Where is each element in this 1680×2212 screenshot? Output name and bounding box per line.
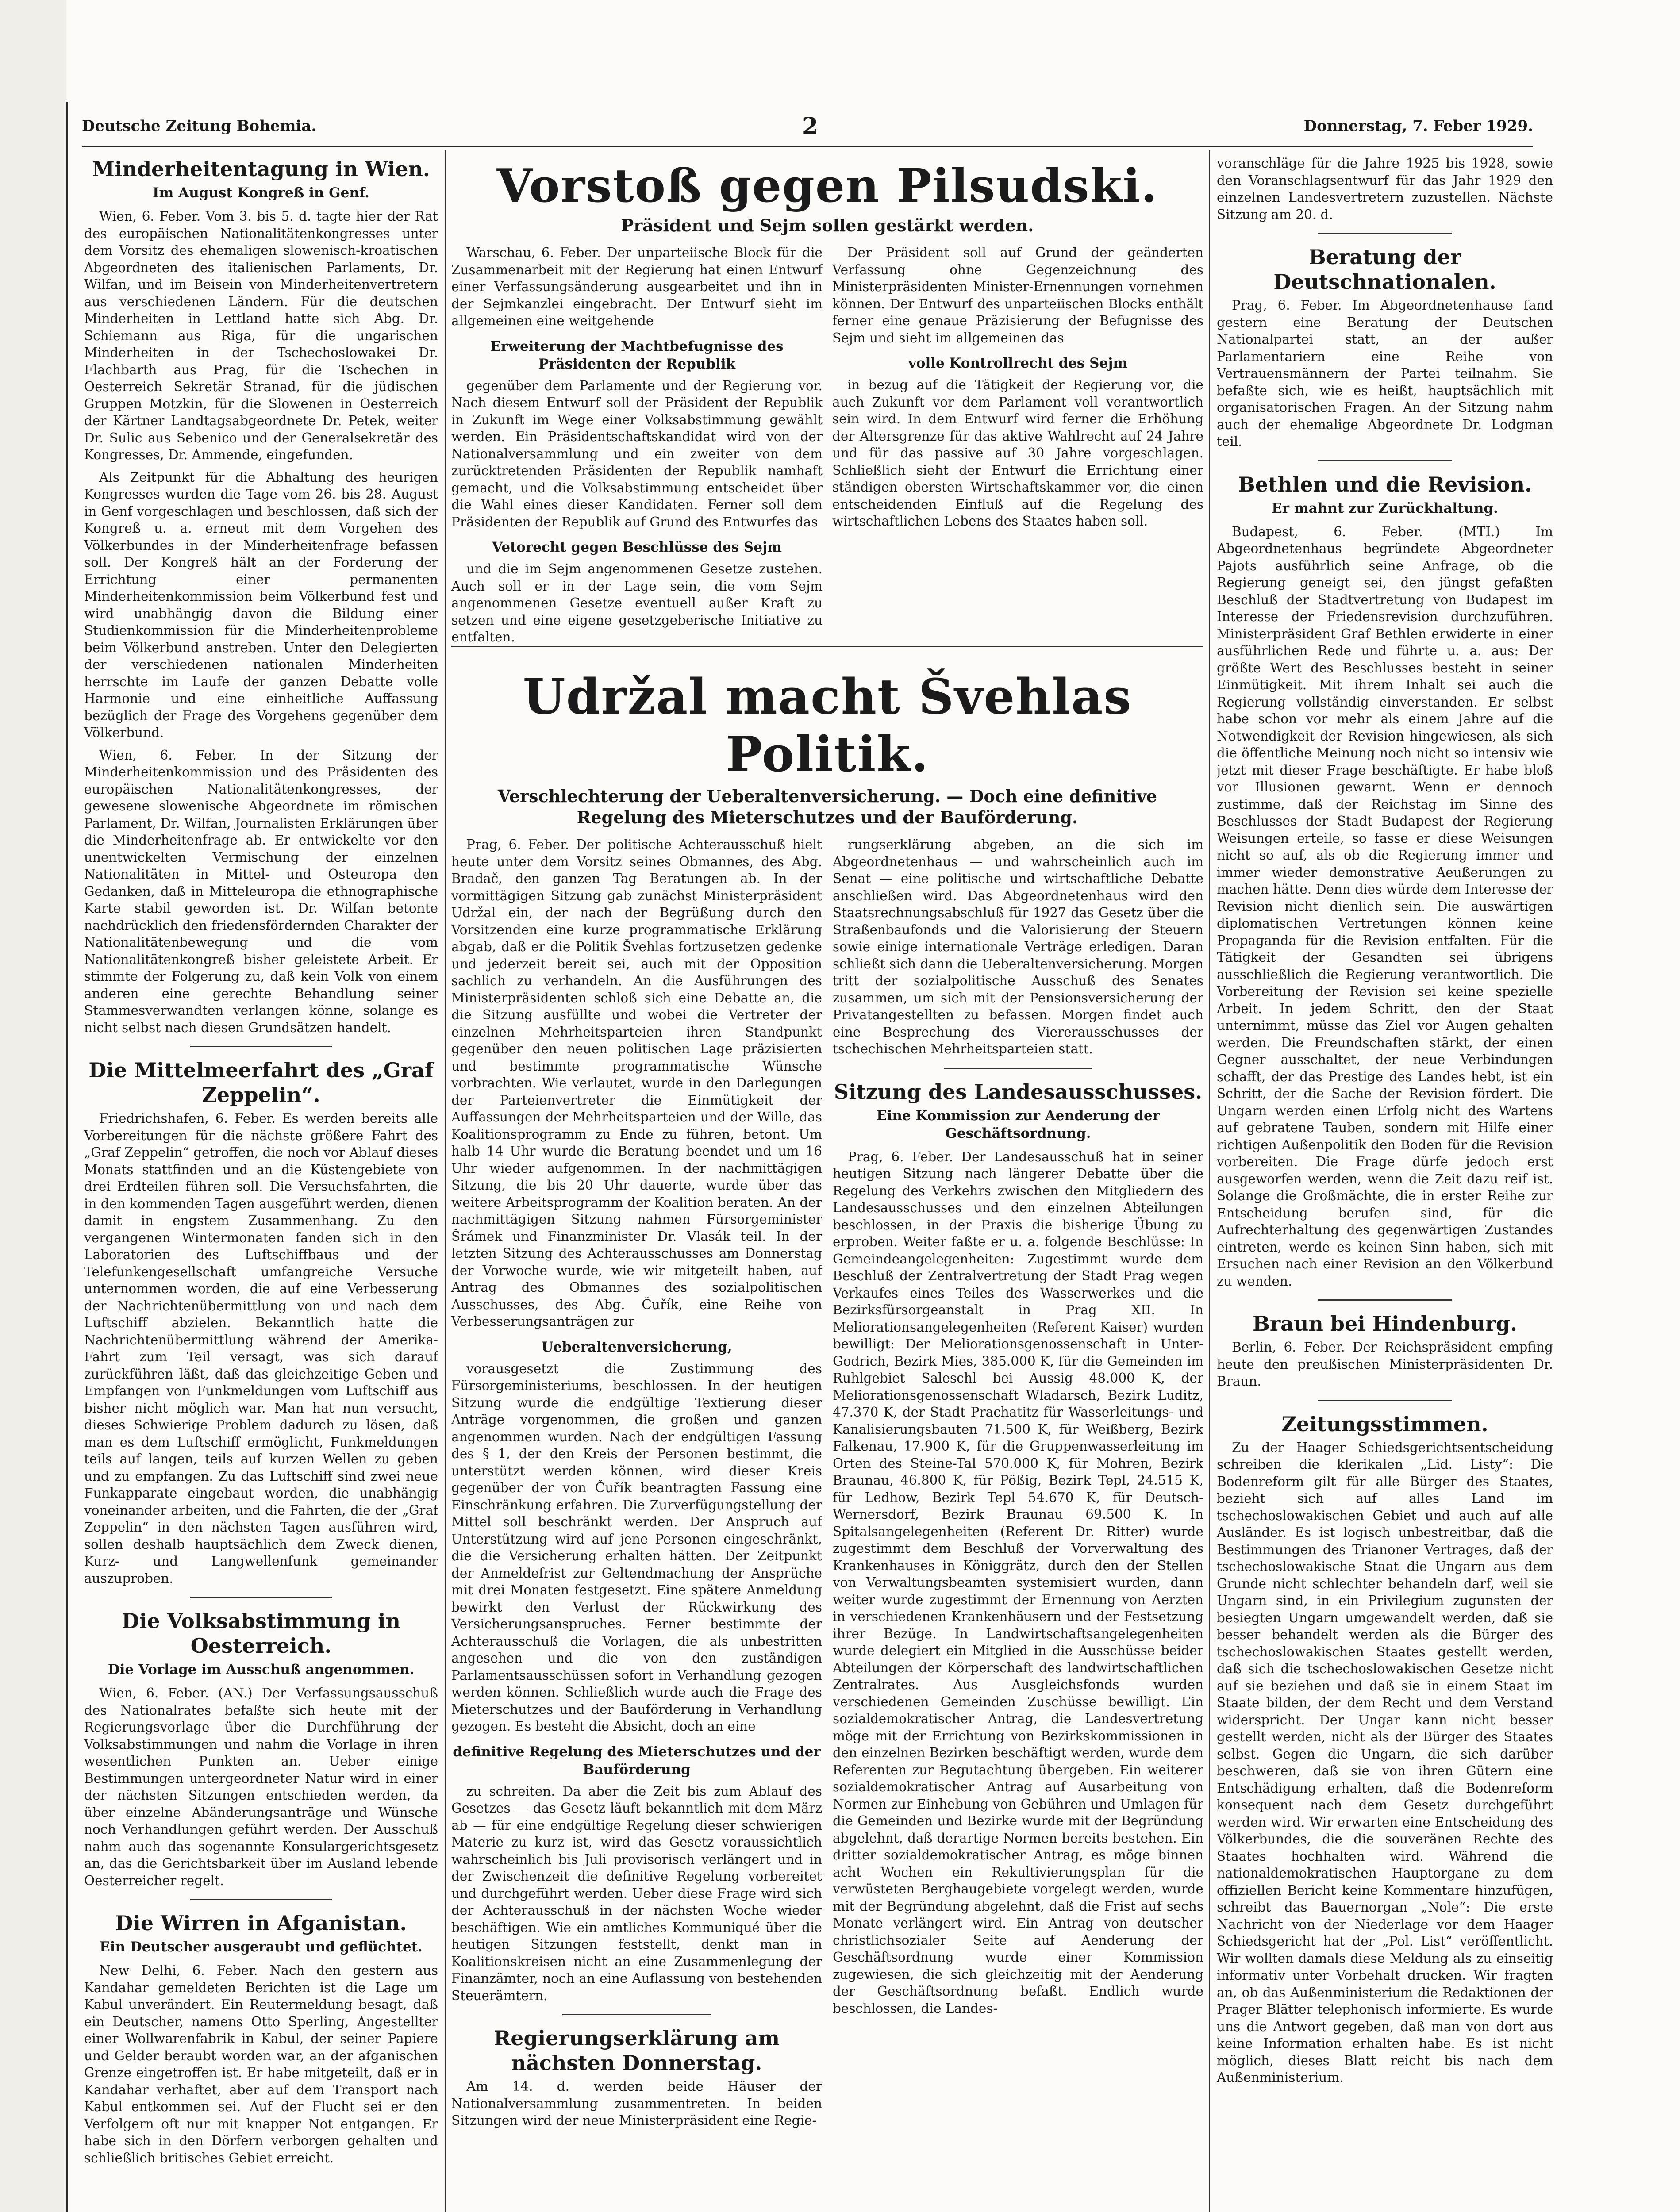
divider bbox=[1318, 1400, 1452, 1401]
article-paragraph: voranschläge für die Jahre 1925 bis 1928, sowie den Voranschlagsentwurf für das Jahr 1929 den einzelnen Landesvertretern zuzustellen. Nächste Sitzung am 20. d. bbox=[1217, 156, 1553, 222]
article-paragraph: New Delhi, 6. Feber. Nach den gestern aus Kandahar gemeldeten Berichten ist die Lage um Kabul unverändert. Ein Reutermeldung besagt, daß ein Deutscher, namens Otto Sperling, Angestellter einer Wollwarenfabrik in Kabul, der seiner Papiere und Gelder beraubt worden war, an der afganischen Grenze eingetroffen ist. Er habe mitgeteilt, daß er in Kandahar verhaftet, aber auf dem Transport nach Kabul entkommen sei. Auf der Flucht sei er den Verfolgern oft nur mit knapper Not entgangen. Er habe sich in den Dörfern verborgen gehalten und schließlich britisches Gebiet erreicht. bbox=[84, 1963, 438, 2166]
article-paragraph: Wien, 6. Feber. (AN.) Der Verfassungsausschuß des Nationalrates befaßte sich heute mit der Regierungsvorlage über die Durchführung der Volksabstimmungen und nahm die Vorlage in ihren wesentlichen Punkten an. Ueber einige Bestimmungen untergeordneter Natur wird in einer der nächsten Sitzungen entschieden werden, da über einzelne Abänderungsanträge und Wünsche noch Verhandlungen geführt werden. Der Ausschuß nahm auch das sogenannte Konsulargerichtsgesetz an, das die Gerichtsbarkeit über im Ausland lebende Oesterreicher regelt. bbox=[84, 1686, 438, 1888]
article-paragraph: Wien, 6. Feber. In der Sitzung der Minderheitenkommission und des Präsidenten des europäischen Nationalitätenkongresses, der gewesene slowenische Abgeordnete im römischen Parlament, Dr. Wilfan, Journalisten Erklärungen über die Minderheitenfrage ab. Er entwickelte vor den unentwickelten Vermischung der einzelnen Nationalitäten in Mittel- und Osteuropa den Gedanken, daß in Mitteleuropa die ethnographische Karte stabil geworden ist. Dr. Wilfan betonte nachdrücklich den friedensfördernden Charakter der Nationalitätenbewegung und die vom Nationalitätenkongreß bisher geleistete Arbeit. Er stimmte der Folgerung zu, daß kein Volk von einem anderen eine gerechte Behandlung seiner Stammesverwandten verlangen könne, solange es nicht selbst nach diesen Grundsätzen handelt. bbox=[84, 747, 438, 1035]
article-paragraph: rungserklärung abgeben, an die sich im Abgeordnetenhaus — und wahrscheinlich auch im Senat — eine politische und wirtschaftliche Debatte anschließen wird. Das Abgeordnetenhaus wird den Staatsrechnungsabschluß für 1927 das Gesetz über die Straßenbaufonds und die Valorisierung der Steuern sowie einige internationale Verträge erledigen. Daran schließt sich dann die Ueberaltenversicherung. Morgen tritt der sozialpolitische Ausschuß des Senates zusammen, um sich mit der Pensionsversicherung der Privatangestellten zu befassen. Morgen findet auch eine Besprechung des Viererausschusses der tschechischen Mehrheitsparteien statt. bbox=[833, 837, 1203, 1056]
section-heading: Ueberaltenversicherung, bbox=[541, 1339, 732, 1355]
article-title: Zeitungsstimmen. bbox=[1281, 1412, 1488, 1436]
article-subtitle: Die Vorlage im Ausschuß angenommen. bbox=[108, 1662, 415, 1678]
article-paragraph: Berlin, 6. Feber. Der Reichspräsident empfing heute den preußischen Ministerpräsidenten Dr. Braun. bbox=[1217, 1340, 1553, 1389]
divider bbox=[190, 1899, 332, 1900]
section-heading: definitive Regelung des Mieterschutzes und der Bauförderung bbox=[453, 1743, 821, 1778]
divider bbox=[1318, 460, 1452, 461]
text-column bbox=[451, 244, 823, 651]
top-story bbox=[451, 155, 1203, 645]
divider bbox=[1318, 233, 1452, 234]
article-paragraph: Prag, 6. Feber. Im Abgeordnetenhause fand gestern eine Beratung der Deutschen Nationalpartei statt, an der außer Parlamentariern eine Reihe von Vertrauensmännern der Partei teilnahm. Sie befaßte sich, wie es heißt, hauptsächlich mit organisatorischen Fragen. An der Sitzung nahm auch der ehemalige Abgeordnete Dr. Lodgman teil. bbox=[1217, 298, 1553, 449]
divider bbox=[944, 1068, 1092, 1069]
article-paragraph: gegenüber dem Parlamente und der Regierung vor. Nach diesem Entwurf soll der Präsident der Republik in Zukunft im Wege einer Volksabstimmung gewählt werden. Ein Präsidentschaftskandidat wird von der Nationalversammlung und ein zweiter von dem zurücktretenden Präsidenten der Republik namhaft gemacht, und die Volksabstimmung entscheidet über die Wahl eines dieser Kandidaten. Ferner soll dem Präsidenten der Republik auf Grund des Entwurfes das bbox=[451, 378, 823, 530]
article-paragraph: Prag, 6. Feber. Der Landesausschuß hat in seiner heutigen Sitzung nach längerer Debatte über die Regelung des Verkehrs zwischen den Mitgliedern des Landesausschusses und den einzelnen Abteilungen beschlossen, in der Praxis die bisherige Übung zu erproben. Weiter faßte er u. a. folgende Beschlüsse: In Gemeindeangelegenheiten: Zugestimmt wurde dem Beschluß der Zentralvertretung der Stadt Prag wegen Verkaufes eines Teiles des Wasserwerkes und die Bezirksfürsorgeanstalt in Prag XII. In Meliorationsangelegenheiten (Referent Kaiser) wurden bewilligt: Der Meliorationsgenossenschaft in Unter-Godrich, Bezirk Mies, 385.000 K, für die Gemeinden im Ruhlgebiet Saleschl bei Aussig 48.000 K, der Meliorationsgenossenschaft Wladarsch, Bezirk Luditz, 47.370 K, der Stadt Prachatitz für Wasserleitungs- und Kanalisierungsbauten 71.500 K, für Weißberg, Bezirk Falkenau, 17.900 K, für die Gruppenwasserleitung im Orten des Steine-Tal 570.000 K, für Mohren, Bezirk Braunau, 46.800 K, für Pößig, Bezirk Tepl, 24.515 K, für Ledhow, Bezirk Tepl 54.670 K, für Deutsch-Wernersdorf, Bezirk Braunau 69.500 K. In Spitalsangelegenheiten (Referent Dr. Ritter) wurde zugestimmt dem Beschluß der Vorverwaltung des Krankenhauses in Königgrätz, durch den der Stellen von Verwaltungsbeamten systemisiert wurden, dann weiter wurde zugestimmt der Ernennung von Aerzten in verschiedenen Krankenhäusern und der Festsetzung ihrer Bezüge. In Landwirtschaftsangelegenheiten wurde delegiert ein Mitglied in die Ausschüsse beider Abteilungen der Körperschaft des landwirtschaftlichen Zentralrates. Aus Ausgleichsfonds wurden verschiedenen Gemeinden Zuschüsse bewilligt. Ein sozialdemokratischer Antrag, die Landesvertretung möge mit der Errichtung von Bezirkskommissionen in den einzelnen Bezirken beschäftigt werden, wurde dem Referenten zur Begutachtung übergeben. Ein weiterer sozialdemokratischer Antrag auf Ausarbeitung von Normen zur Einhebung von Gebühren und Umlagen für die Gemeinden und Bezirke wurde mit der Begründung abgelehnt, daß derartige Normen bereits bestehen. Ein dritter sozialdemokratischer Antrag, es möge binnen acht Wochen ein Rekultivierungsplan für die verwüsteten Berghaugebiete vorgelegt werden, wurde mit der Begründung abgelehnt, daß die Frist auf sechs Monate verlängert wird. Ein Antrag von deutscher christlichsozialer Seite auf Aenderung der Geschäftsordnung wurde einer Kommission zugewiesen, die sich gleichzeitig mit der Aenderung der Geschäftsordnung befaßt. Endlich wurde beschlossen, die Landes- bbox=[833, 1149, 1203, 2016]
article-title: Minderheitentagung in Wien. bbox=[92, 157, 430, 181]
divider bbox=[1318, 1299, 1452, 1301]
article-paragraph: Zu der Haager Schiedsgerichtsentscheidung schreiben die klerikalen „Lid. Listy“: Die Bodenreform gilt für alle Bürger des Staates, bezieht sich auf alles Land im tschechoslowakischen Gebiet und auch auf alle Ausländer. Es ist logisch unbestreitbar, daß die Bestimmungen des Trianoner Vertrages, daß der tschechoslowakische Staat die Ungarn aus dem Grunde nicht schlechter behandeln darf, weil sie Ungarn sind, in ein Privilegium zugunsten der besiegten Ungarn umgewandelt werden, daß sie besser behandelt werden als die Bürger des tschechoslowakischen Staates gestellt werden, daß sich die tschechoslowakischen Gesetze nicht auf sie beziehen und daß sie in einem Staat im Staate bilden, der dem Recht und dem Verstand widerspricht. Der Ungar kann nicht besser gestellt werden, nicht als der Bürger des Staates selbst. Gegen die Ungarn, die sich darüber beschweren, daß sie von ihren Gütern eine Entschädigung erhalten, daß die Bodenreform konsequent nach dem Gesetz durchgeführt werden wird. Wir erwarten eine Entscheidung des Völkerbundes, die die souveränen Rechte des Staates hochhalten wird. Während die nationaldemokratischen Hauptorgane zu dem offiziellen Bericht keine Kommentare hinzufügen, schreibt das Bauernorgan „Nole“: Die erste Nachricht von der Niederlage vor dem Haager Schiedsgericht hat der „Pol. List“ veröffentlicht. Wir wollten damals diese Meldung als zu einseitig informativ unter Vorbehalt drucken. Wir fragten an, ob das Außenministerium die Redaktionen der Prager Blätter telephonisch informierte. Es wurde uns die Antwort gegeben, daß man von dort aus keine Information erhalten habe. Es ist nicht möglich, dieses Blatt reicht bis nach dem Außenministerium. bbox=[1217, 1440, 1553, 2085]
article-paragraph: Budapest, 6. Feber. (MTI.) Im Abgeordnetenhaus begründete Abgeordneter Pajots ausführlich seine Anfrage, ob die Regierung geneigt sei, den jüngst gefaßten Beschluß der Stadtvertretung von Budapest im Interesse der Friedensrevision durchzuführen. Ministerpräsident Graf Bethlen erwiderte in einer ausführlichen Rede und führte u. a. aus: Der größte Wert des Beschlusses besteht in seiner Einmütigkeit. Mit ihrem Inhalt sei auch die Regierung vollständig einverstanden. Er selbst habe schon vor mehr als einem Jahre auf die Notwendigkeit der Revision hingewiesen, als sich die öffentliche Meinung noch nicht so intensiv wie jetzt mit dieser Frage beschäftigte. Er habe bloß vor Illusionen gewarnt. Wenn er dennoch zustimme, daß der Reichstag im Sinne des Beschlusses der Stadt Budapest der Regierung Weisungen erteile, so fasse er diese Weisungen nicht so auf, als ob die Regierung immer und immer wieder demonstrative Aeußerungen zu machen hätte. Denn dies würde dem Interesse der Revision nicht dienlich sein. Die auswärtigen diplomatischen Vertretungen können keine Propaganda für die Revision entfalten. Für die Tätigkeit der Gesandten sei übrigens ausschließlich die Regierung verantwortlich. Die Vorbereitung der Revision sei keine spezielle Arbeit. In jedem Schritt, den der Staat unternimmt, müsse das Ziel vor Augen gehalten werden. Die Freundschaften stärkt, der einen Gegner ausschaltet, der neue Verbindungen schafft, der das Prestige des Landes hebt, ist ein Schritt, der die Sache der Revision fördert. Die Ungarn werden einen Erfolg nicht des Wartens auf gebratene Tauben, sondern mit Hilfe einer richtigen Außenpolitik den Boden für die Revision vorbereiten. Die Frage dürfe jedoch erst ausgeworfen werden, wenn die Zeit dazu reif ist. Solange die Großmächte, die in erster Reihe zur Entscheidung berufen sind, für die Aufrechterhaltung des gegenwärtigen Zustandes eintreten, werde es keinen Sinn haben, sich mit Ersuchen nach einer Revision an den Völkerbund zu wenden. bbox=[1217, 524, 1553, 1289]
article-paragraph: vorausgesetzt die Zustimmung des Fürsorgeministeriums, beschlossen. In der heutigen Sitzung wurde die endgültige Textierung dieser Anträge vorgenommen, die großen und ganzen angenommen wurden. Nach der endgültigen Fassung des § 1, der den Kreis der Personen bestimmt, die unterstützt werden können, wird dieser Kreis gegenüber der von Čuřík beantragten Fassung eine Einschränkung erfahren. Die Zurverfügungstellung der Mittel soll beschränkt werden. Der Anspruch auf Unterstützung wird auf jene Personen eingeschränkt, die die Versicherung erhalten hätten. Der Zeitpunkt der Anmeldefrist zur Geltendmachung der Ansprüche mit drei Monaten festgesetzt. Eine spätere Anmeldung bewirkt den Verlust der Rückwirkung des Versicherungsanspruches. Ferner bestimmte der Achterausschuß die Vorlagen, die als unbestritten angesehen und die von den zuständigen Parlamentsausschüssen sofort in Verhandlung gezogen werden können. Schließlich wurde auch die Frage des Mieterschutzes und der Bauförderung in Verhandlung gezogen. Es besteht die Absicht, doch an eine bbox=[451, 1361, 822, 1734]
divider bbox=[562, 2014, 711, 2015]
article-paragraph: Prag, 6. Feber. Der politische Achterausschuß hielt heute unter dem Vorsitz seines Obmannes, des Abg. Bradač, den ganzen Tag Beratungen ab. In der vormittägigen Sitzung gab zunächst Ministerpräsident Udržal ein, der nach der Begrüßung durch den Vorsitzenden eine kurze programmatische Erklärung abgab, daß er die Politik Švehlas fortzusetzen gedenke und jederzeit bereit sei, auch mit der Opposition sachlich zu verhandeln. An die Ausführungen des Ministerpräsidenten schloß sich eine Debatte an, die die Sitzung ausfüllte und wobei die Vertreter der einzelnen Mehrheitsparteien ihren Standpunkt gegenüber den neuen politischen Lage präzisierten und bestimmte programmatische Wünsche vorbrachten. Wie verlautet, wurde in den Darlegungen der Parteienvertreter die Einmütigkeit der Auffassungen der Mehrheitsparteien und der Wille, das Koalitionsprogramm zu Ende zu führen, betont. Um halb 14 Uhr wurde die Beratung beendet und um 16 Uhr wieder aufgenommen. In der nachmittägigen Sitzung, die bis 20 Uhr dauerte, wurde über das weitere Arbeitsprogramm der Koalition beraten. An der nachmittägigen Sitzung nahmen Fürsorgeminister Šrámek und Finanzminister Dr. Vlasák teil. In der letzten Sitzung des Achterausschusses am Donnerstag der Vorwoche wurde, wie wir mitgeteilt haben, auf Antrag des Obmannes des sozialpolitischen Ausschusses, des Abg. Čuřík, eine Reihe von Verbesserungsanträgen zur bbox=[451, 837, 822, 1329]
headline: Vorstoß gegen Pilsudski. bbox=[496, 158, 1158, 213]
divider bbox=[190, 1597, 332, 1598]
article-paragraph: in bezug auf die Tätigkeit der Regierung vor, die auch Zukunft vor dem Parlament voll verantwortlich sein wird. In dem Entwurf wird ferner die Erhöhung der Altersgrenze für das aktive Wahlrecht auf 24 Jahre und für das passive auf 30 Jahre vorgeschlagen. Schließlich sieht der Entwurf die Errichtung einer ständigen obersten Wirtschaftskammer vor, die einen entscheidenden Einfluß auf die Regelung des wirtschaftlichen Lebens des Staates haben soll. bbox=[832, 377, 1203, 529]
article-paragraph: Der Präsident soll auf Grund der geänderten Verfassung ohne Gegenzeichnung des Ministerpräsidenten Minister-Ernennungen vornehmen können. Der Entwurf des unparteiischen Blocks enthält ferner eine genaue Präzisierung der Befugnisse des Sejm und sieht im allgemeinen das bbox=[832, 245, 1203, 346]
scan-gutter bbox=[0, 0, 66, 2212]
text-column bbox=[451, 836, 822, 2135]
main-story bbox=[451, 668, 1203, 2212]
article-title: Bethlen und die Revision. bbox=[1238, 472, 1532, 496]
article-paragraph: Wien, 6. Feber. Vom 3. bis 5. d. tagte hier der Rat des europäischen Nationalitätenkongresses unter dem Vorsitz des ehemaligen slowenisch-kroatischen Abgeordneten des italienischen Parlaments, Dr. Wilfan, und im Beisein von Minderheitenvertretern aus verschiedenen Ländern. Für die deutschen Minderheiten in Lettland hatte sich Abg. Dr. Schiemann aus Riga, für die ungarischen Minderheiten in der Tschechoslowakei Dr. Flachbarth aus Prag, für die Tschechen in Oesterreich Sekretär Stranad, für die jüdischen Gruppen Motzkin, für die Slowenen in Oesterreich der Kärtner Landtagsabgeordnete Dr. Petek, weiter Dr. Sulic aus Sebenico und der Generalsekretär des Kongresses, Dr. Ammende, eingefunden. bbox=[84, 209, 438, 462]
paper-name: Deutsche Zeitung Bohemia. bbox=[82, 117, 317, 135]
article-title: Sitzung des Landesausschusses. bbox=[834, 1079, 1203, 1104]
article-paragraph: zu schreiten. Da aber die Zeit bis zum Ablauf des Gesetzes — das Gesetz läuft bekanntlich mit dem März ab — für eine endgültige Regelung dieser schwierigen Materie zu kurz ist, wird das Gesetz voraussichtlich wahrscheinlich bis Juli provisorisch verlängert und in der Zwischenzeit die definitive Regelung vorbereitet und durchgeführt werden. Ueber diese Frage wird sich der Achterausschuß in der nächsten Woche wieder beschäftigen. Wie ein amtliches Kommuniqué über die heutigen Sitzungen feststellt, denkt man in Koalitionskreisen nicht an eine Zusammenlegung der Finanzämter, noch an eine Auflassung von bestehenden Steuerämtern. bbox=[451, 1783, 822, 2003]
article-paragraph: Als Zeitpunkt für die Abhaltung des heurigen Kongresses wurden die Tage vom 26. bis 28. August in Genf vorgeschlagen und beschlossen, daß sich der Kongreß u. a. erneut mit dem Vorgehen des Völkerbundes in der Minderheitenfrage befassen soll. Der Kongreß hält an der Forderung der Errichtung einer permanenten Minderheitenkommission beim Völkerbund fest und wird unabhängig davon die Bildung einer Studienkommission für die Minderheitenprobleme beim Völkerbund anstreben. Unter den Delegierten der verschiedenen nationalen Minderheiten herrschte im Laufe der ganzen Debatte volle Harmonie und eine einheitliche Auffassung bezüglich der Frage des Vorgehens gegenüber dem Völkerbund. bbox=[84, 469, 438, 740]
text-column bbox=[832, 244, 1203, 651]
article-title: Die Wirren in Afganistan. bbox=[115, 1911, 407, 1935]
issue-date: Donnerstag, 7. Feber 1929. bbox=[1303, 117, 1533, 135]
article-title: Die Mittelmeerfahrt des „Graf Zeppelin“. bbox=[88, 1058, 434, 1107]
divider bbox=[190, 1046, 332, 1047]
section-heading: volle Kontrollrecht des Sejm bbox=[908, 355, 1128, 371]
article-subtitle: Eine Kommission zur Aenderung der Geschäftsordnung. bbox=[876, 1107, 1160, 1141]
column-rule bbox=[1209, 150, 1210, 2212]
column-left bbox=[84, 155, 438, 2212]
article-title: Regierungserklärung am nächsten Donnerstag. bbox=[493, 2026, 780, 2075]
article-paragraph: Warschau, 6. Feber. Der unparteiische Block für die Zusammenarbeit mit der Regierung hat einen Entwurf einer Verfassungsänderung ausgearbeitet und ihn in der Sejmkanzlei eingebracht. Der Entwurf sieht im allgemeinen eine weitgehende bbox=[451, 245, 823, 328]
article-paragraph: und die im Sejm angenommenen Gesetze zustehen. Auch soll er in der Lage sein, die vom Sejm angenommenen Gesetze eventuell außer Kraft zu setzen und eine eigene gesetzgeberische Initiative zu entfalten. bbox=[451, 561, 823, 645]
article-title: Braun bei Hindenburg. bbox=[1252, 1312, 1518, 1336]
headline-deck: Verschlechterung der Ueberaltenversicherung. — Doch eine definitive Regelung des Mieterschutzes und der Bauförderung. bbox=[497, 786, 1157, 827]
article-paragraph: Friedrichshafen, 6. Feber. Es werden bereits alle Vorbereitungen für die nächste größere Fahrt des „Graf Zeppelin“ getroffen, die noch vor Ablauf dieses Monats stattfinden und an die Küstengebiete von drei Erdteilen führen soll. Die Versuchsfahrten, die in den kommenden Tagen ausgeführt werden, dienen damit in engstem Zusammenhang. Zu den vergangenen Wintermonaten fanden sich in den Laboratorien des Luftschiffbaus und der Telefunkengesellschaft umfangreiche Versuche unternommen worden, die auf eine Verbesserung der Nachrichtenübermittlung von und nach dem Luftschiff abzielen. Bekanntlich hatte die Nachrichtenübermittlung während der Amerika-Fahrt zum Teil versagt, was sich darauf zurückführen läßt, daß das gleichzeitige Geben und Empfangen von Funkmeldungen vom Luftschiff aus bisher nicht möglich war. Man hat nun versucht, dieses Schwierige Problem dadurch zu lösen, daß man es dem Luftschiff ermöglicht, Funkmeldungen teils auf langen, teils auf kurzen Wellen zu geben und zu empfangen. Zu das Luftschiff sind zwei neue Funkapparate eingebaut worden, die unabhängig voneinander arbeiten, und die Fahrten, die der „Graf Zeppelin“ in den nächsten Tagen ausführen wird, sollen deshalb hauptsächlich dem Zweck dienen, Kurz- und Langwellenfunk gemeinander auszuproben. bbox=[84, 1111, 438, 1586]
text-column bbox=[833, 836, 1203, 2135]
headline: Udržal macht Švehlas Politik. bbox=[523, 668, 1132, 783]
article-subtitle: Er mahnt zur Zurückhaltung. bbox=[1272, 500, 1498, 516]
column-right bbox=[1217, 155, 1553, 2212]
page-header bbox=[82, 106, 1533, 147]
top-story-columns bbox=[451, 244, 1203, 651]
article-subtitle: Ein Deutscher ausgeraubt und geflüchtet. bbox=[100, 1939, 423, 1955]
section-heading: Erweiterung der Machtbefugnisse des Präsidenten der Republik bbox=[490, 338, 784, 372]
page-number: 2 bbox=[802, 112, 819, 140]
article-subtitle: Im August Kongreß in Genf. bbox=[153, 185, 369, 201]
headline-deck: Präsident und Sejm sollen gestärkt werden. bbox=[621, 215, 1034, 235]
article-title: Die Volksabstimmung in Oesterreich. bbox=[122, 1609, 400, 1658]
article-paragraph: Am 14. d. werden beide Häuser der Nationalversammlung zusammentreten. In beiden Sitzungen wird der neue Ministerpräsident eine Regie- bbox=[451, 2079, 822, 2128]
main-story-columns bbox=[451, 836, 1203, 2135]
column-rule bbox=[445, 150, 446, 2212]
section-heading: Vetorecht gegen Beschlüsse des Sejm bbox=[492, 539, 782, 555]
article-title: Beratung der Deutschnationalen. bbox=[1273, 245, 1496, 294]
